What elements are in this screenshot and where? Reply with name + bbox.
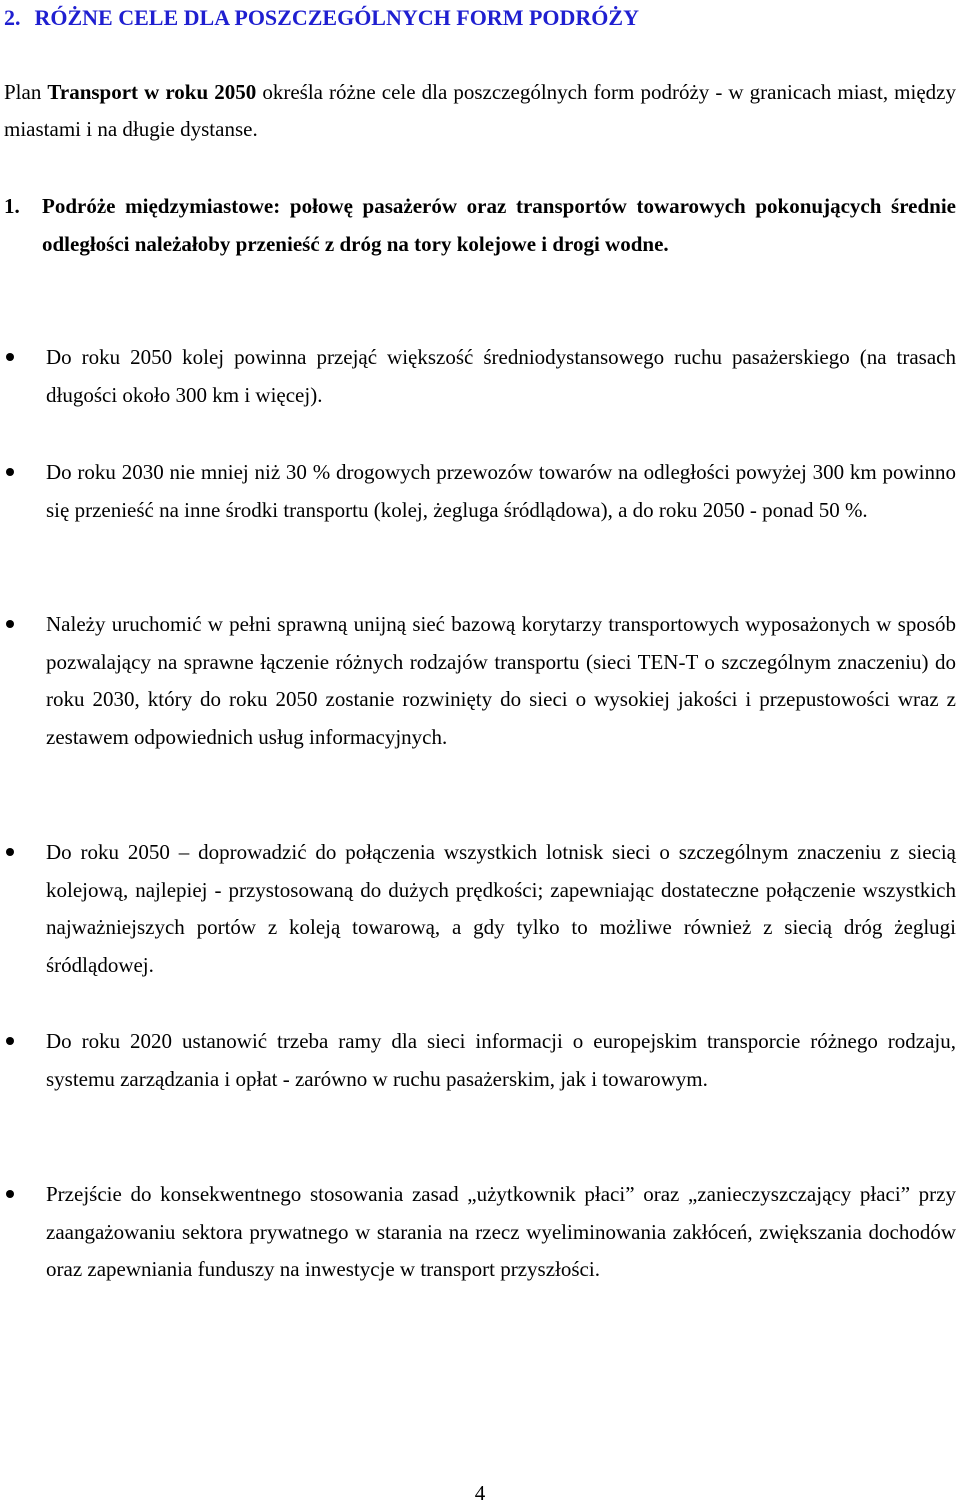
section-number: 2.	[4, 5, 21, 30]
intro-bold-title: Transport w roku 2050	[47, 80, 257, 104]
bullet-item	[4, 606, 956, 756]
bullet-dot-icon	[6, 1037, 14, 1045]
bullet-item	[4, 339, 956, 414]
bullet-item	[4, 834, 956, 984]
intro-paragraph	[4, 74, 956, 148]
intro-prefix: Plan	[4, 80, 48, 104]
numbered-item-number: 1.	[4, 194, 20, 218]
bullet-dot-icon	[6, 848, 14, 856]
section-title: RÓŻNE CELE DLA POSZCZEGÓLNYCH FORM PODRÓŻY	[34, 5, 639, 30]
bullet-dot-icon	[6, 353, 14, 361]
bullet-text: Przejście do konsekwentnego stosowania zasad „użytkownik płaci” oraz „zanieczyszczający płaci” przy zaangażowaniu sektora prywatnego w starania na rzecz wyeliminowania zakłóceń, zwiększania dochodów oraz zapewniania funduszy na inwestycje w transport przyszłości.	[46, 1182, 956, 1281]
bullet-text: Do roku 2050 kolej powinna przejąć większość średniodystansowego ruchu pasażerskiego (na trasach długości około 300 km i więcej).	[46, 345, 956, 407]
page-number: 4	[474, 1481, 486, 1505]
bullet-text: Do roku 2020 ustanowić trzeba ramy dla sieci informacji o europejskim transporcie różnego rodzaju, systemu zarządzania i opłat - zarówno w ruchu pasażerskim, jak i towarowym.	[46, 1029, 956, 1091]
bullet-item	[4, 1023, 956, 1098]
section-heading	[4, 4, 944, 32]
bullet-text: Należy uruchomić w pełni sprawną unijną sieć bazową korytarzy transportowych wyposażonych w sposób pozwalający na sprawne łączenie różnych rodzajów transportu (sieci TEN-T o szczególnym znaczeniu) do roku 2030, który do roku 2050 zostanie rozwinięty do sieci o wysokiej jakości i przepustowości wraz z zestawem odpowiednich usług informacyjnych.	[46, 612, 956, 749]
intro-suffix: określa różne cele dla poszczególnych form podróży - w granicach miast, między miastami i na długie dystanse.	[4, 80, 956, 141]
bullet-dot-icon	[6, 1190, 14, 1198]
bullet-item	[4, 1176, 956, 1289]
bullet-item	[4, 454, 956, 529]
bullet-text: Do roku 2030 nie mniej niż 30 % drogowych przewozów towarów na odległości powyżej 300 km powinno się przenieść na inne środki transportu (kolej, żegluga śródlądowa), a do roku 2050 - ponad 50 %.	[46, 460, 956, 522]
numbered-item-text: Podróże międzymiastowe: połowę pasażerów oraz transportów towarowych pokonujących średnie odległości należałoby przenieść z dróg na tory kolejowe i drogi wodne.	[42, 194, 956, 256]
numbered-item	[4, 187, 956, 263]
bullet-text: Do roku 2050 – doprowadzić do połączenia wszystkich lotnisk sieci o szczególnym znaczeniu z siecią kolejową, najlepiej - przystosowaną do dużych prędkości; zapewniając dostateczne połączenie wszystkich najważniejszych portów z koleją towarową, a gdy tylko to możliwe również z siecią dróg żeglugi śródlądowej.	[46, 840, 956, 977]
bullet-dot-icon	[6, 620, 14, 628]
bullet-dot-icon	[6, 468, 14, 476]
